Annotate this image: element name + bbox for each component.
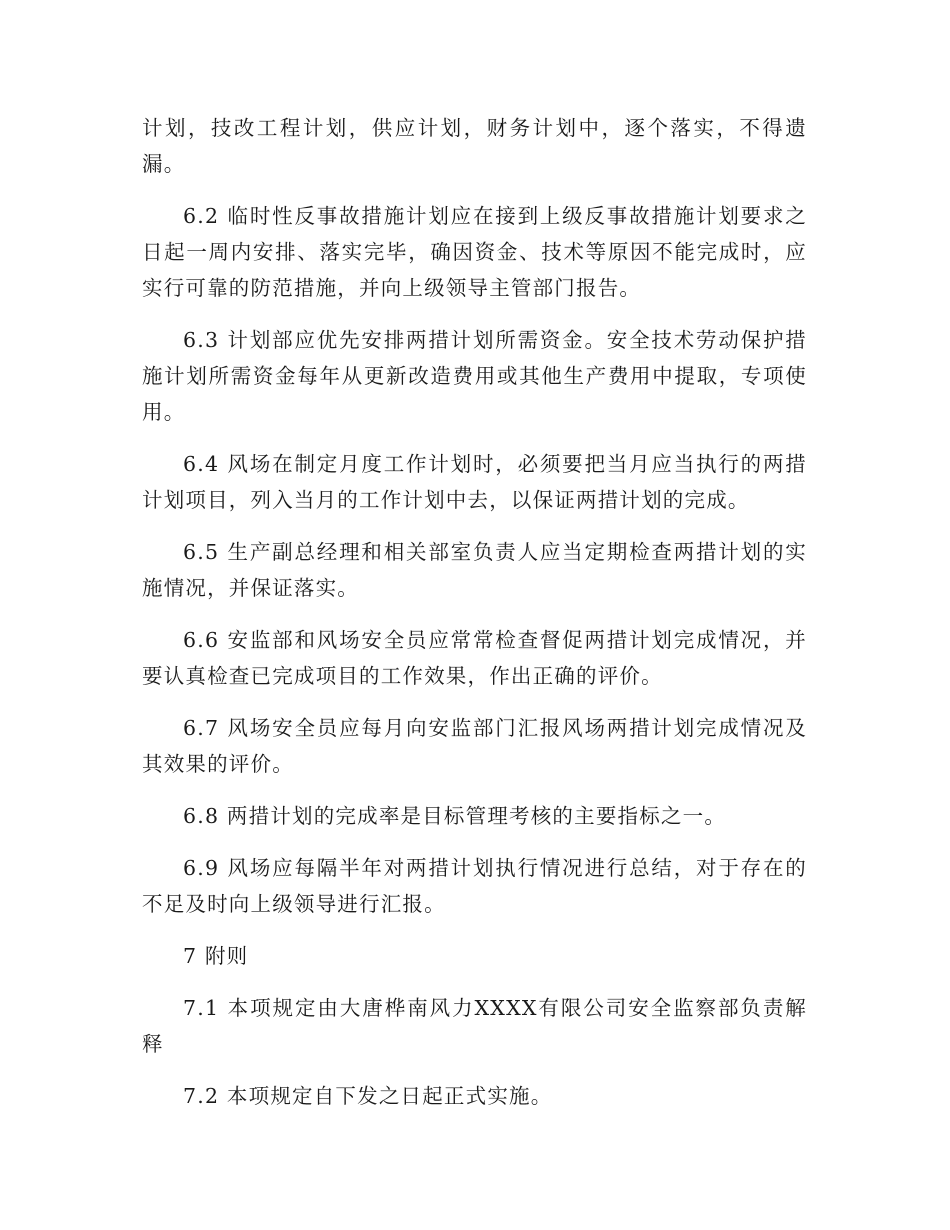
paragraph-6-8: 6.8 两措计划的完成率是目标管理考核的主要指标之一。 [183,804,727,828]
paragraph-7-2: 7.2 本项规定自下发之日起正式实施。 [183,1084,553,1108]
paragraph-6-2: 6.2 临时性反事故措施计划应在接到上级反事故措施计划要求之日起一周内安排、落实完毕，确因资金、技术等原因不能完成时，应实行可靠的防范措施，并向上级领导主管部门报告。 [142,204,807,300]
document-page [142,110,807,1130]
paragraph-6-4: 6.4 风场在制定月度工作计划时，必须要把当月应当执行的两措计划项目，列入当月的工作计划中去，以保证两措计划的完成。 [142,452,807,512]
paragraph-6-9: 6.9 风场应每隔半年对两措计划执行情况进行总结，对于存在的不足及时向上级领导进行汇报。 [142,856,807,916]
paragraph-6-3: 6.3 计划部应优先安排两措计划所需资金。安全技术劳动保护措施计划所需资金每年从更新改造费用或其他生产费用中提取，专项使用。 [142,328,807,424]
paragraph-7-1: 7.1 本项规定由大唐桦南风力XXXX有限公司安全监察部负责解释 [142,996,807,1056]
paragraph-6-7: 6.7 风场安全员应每月向安监部门汇报风场两措计划完成情况及其效果的评价。 [142,716,807,776]
paragraph-6-5: 6.5 生产副总经理和相关部室负责人应当定期检查两措计划的实施情况，并保证落实。 [142,540,807,600]
paragraph-6-6: 6.6 安监部和风场安全员应常常检查督促两措计划完成情况，并要认真检查已完成项目的工作效果，作出正确的评价。 [142,628,807,688]
paragraph-1: 计划，技改工程计划，供应计划，财务计划中，逐个落实，不得遗漏。 [142,116,807,176]
section-heading-7: 7 附则 [183,944,249,968]
